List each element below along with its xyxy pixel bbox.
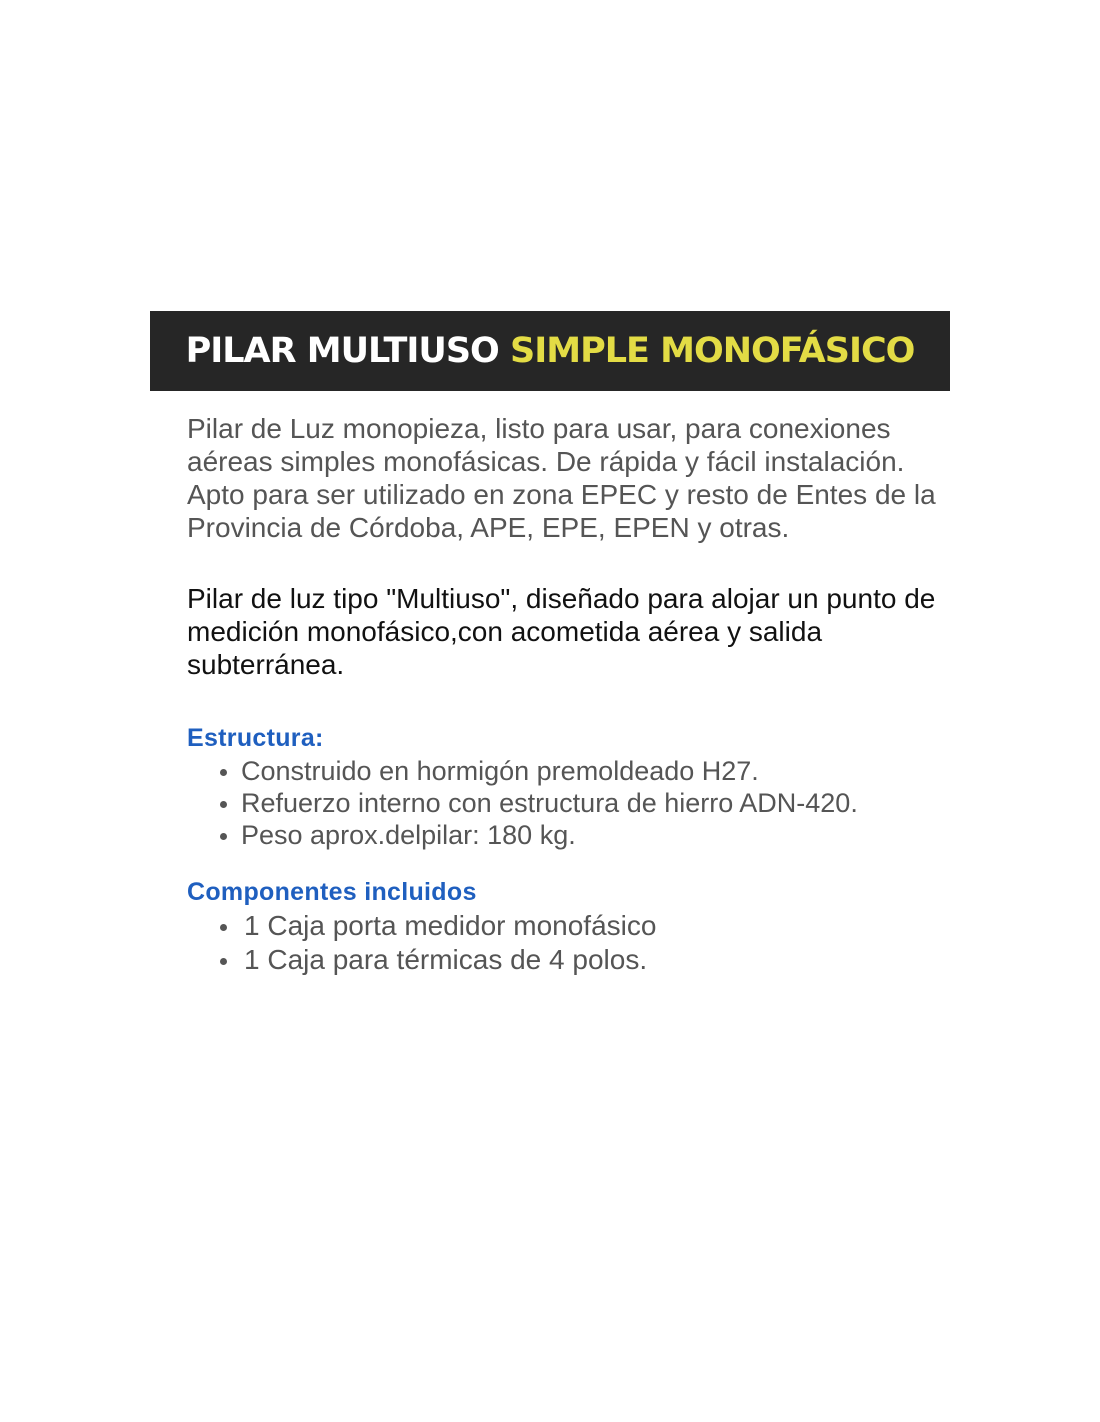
list-item xyxy=(187,755,947,787)
list-item-text: Refuerzo interno con estructura de hierro ADN-420. xyxy=(241,788,858,818)
intro-paragraph: Pilar de Luz monopieza, listo para usar, para conexiones aéreas simples monofásicas. De rápida y fácil instalación. Apto para ser utilizado en zona EPEC y resto de Entes de la Provincia de Córdoba, APE, EPE, EPEN y otras. xyxy=(187,413,936,543)
componentes-heading: Componentes incluidos xyxy=(187,878,477,906)
estructura-heading: Estructura: xyxy=(187,724,324,752)
list-item-text: Peso aprox.delpilar: 180 kg. xyxy=(241,820,576,850)
bullet-icon xyxy=(220,958,227,965)
estructura-list xyxy=(187,755,947,851)
description-paragraph: Pilar de luz tipo "Multiuso", diseñado para alojar un punto de medición monofásico,con acometida aérea y salida subterránea. xyxy=(187,583,936,680)
title-banner xyxy=(150,311,950,391)
list-item xyxy=(187,787,947,819)
bullet-icon xyxy=(220,833,227,840)
bullet-icon xyxy=(220,769,227,776)
product-description xyxy=(187,412,947,977)
page-title xyxy=(186,331,915,371)
list-item-text: 1 Caja porta medidor monofásico xyxy=(244,910,657,941)
list-item xyxy=(187,819,947,851)
title-highlight: SIMPLE MONOFÁSICO xyxy=(510,331,915,371)
bullet-icon xyxy=(220,924,227,931)
list-item-text: 1 Caja para térmicas de 4 polos. xyxy=(244,944,648,975)
bullet-icon xyxy=(220,801,227,808)
componentes-list xyxy=(187,909,947,977)
title-primary: PILAR MULTIUSO xyxy=(185,331,499,371)
list-item-text: Construido en hormigón premoldeado H27. xyxy=(241,756,759,786)
list-item xyxy=(187,943,947,977)
list-item xyxy=(187,909,947,943)
